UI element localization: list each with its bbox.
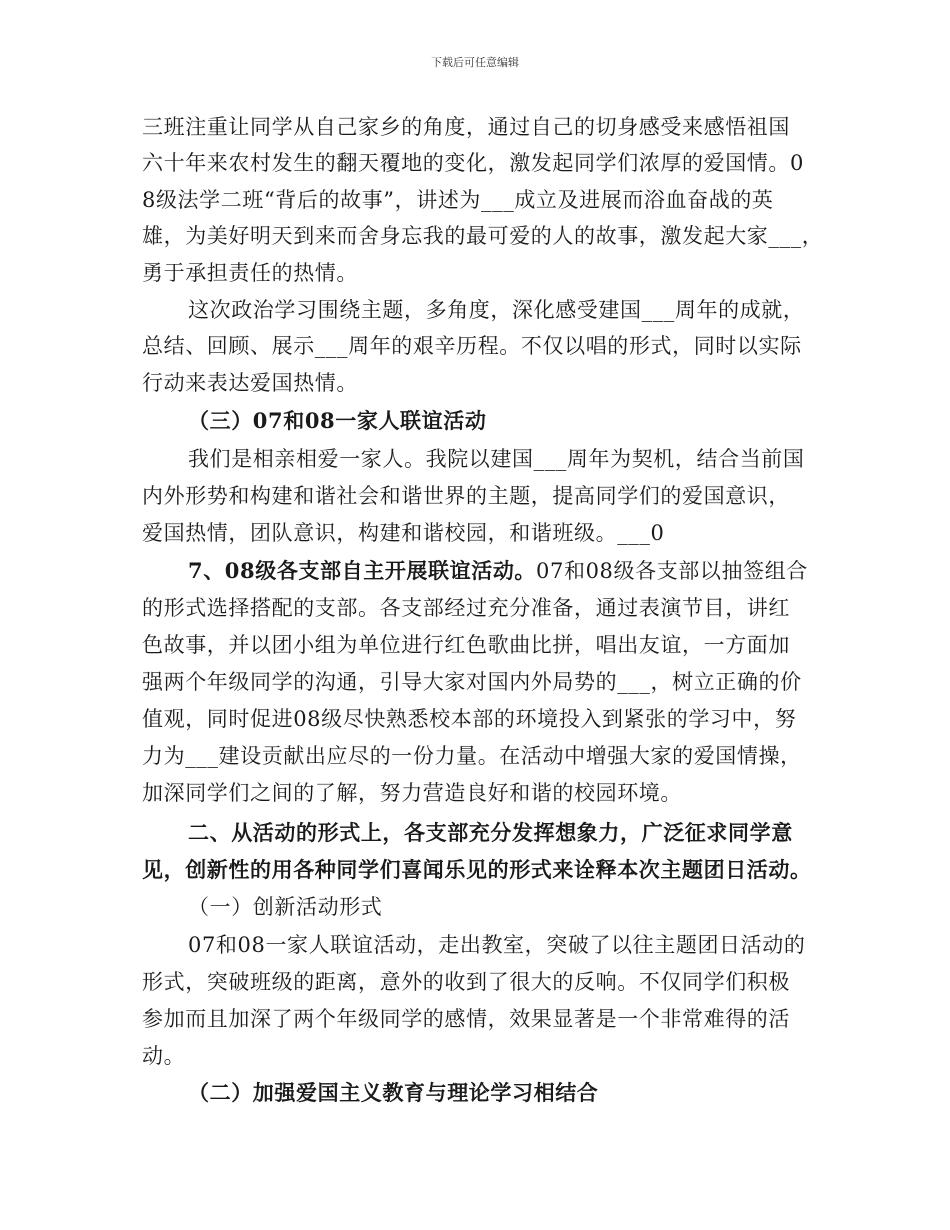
page-header: 下载后可任意编辑: [431, 56, 519, 69]
text-line: 的形式选择搭配的支部。各支部经过充分准备，通过表演节目，讲红: [142, 596, 790, 620]
text-line: 加深同学们之间的了解，努力营造良好和谐的校园环境。: [142, 781, 682, 805]
text-line: 值观，同时促进08级尽快熟悉校本部的环境投入到紧张的学习中，努: [142, 707, 797, 731]
text-line: 行动来表达爱国热情。: [142, 371, 358, 395]
text-line: 内外形势和构建和谐社会和谐世界的主题，提高同学们的爱国意识，: [142, 484, 790, 508]
text-line: 8级法学二班“背后的故事”，讲述为___成立及进展而浴血奋战的英: [142, 188, 774, 212]
text-continuation: 07和08级各支部以抽签组合: [536, 559, 808, 583]
text-line: 色故事，并以团小组为单位进行红色歌曲比拼，唱出友谊，一方面加: [142, 633, 790, 657]
bold-lead: 7、08级各支部自主开展联谊活动。: [188, 558, 537, 583]
text-line: 六十年来农村发生的翻天覆地的变化，激发起同学们浓厚的爱国情。0: [142, 151, 804, 175]
text-line: 我们是相亲相爱一家人。我院以建国___周年为契机，结合当前国: [188, 447, 805, 471]
text-line: 参加而且加深了两个年级同学的感情，效果显著是一个非常难得的活: [142, 1007, 790, 1031]
text-line: 雄，为美好明天到来而舍身忘我的最可爱的人的故事，激发起大家___，: [142, 224, 824, 248]
text-line: 形式，突破班级的距离，意外的收到了很大的反响。不仅同学们积极: [142, 970, 790, 994]
text-line: 力为___建设贡献出应尽的一份力量。在活动中增强大家的爱国情操，: [142, 744, 802, 768]
text-line: 07和08一家人联谊活动，走出教室，突破了以往主题团日活动的: [188, 933, 806, 957]
section-heading: （二）加强爱国主义教育与理论学习相结合: [188, 1080, 599, 1105]
text-line: 爱国热情，团队意识，构建和谐校园，和谐班级。___0: [142, 521, 665, 545]
subsection-heading: （一）创新活动形式: [188, 895, 383, 919]
section-heading: 见，创新性的用各种同学们喜闻乐见的形式来诠释本次主题团日活动。: [142, 857, 812, 882]
section-heading: （三）07和08一家人联谊活动: [188, 408, 487, 433]
text-line: 三班注重让同学从自己家乡的角度，通过自己的切身感受来感悟祖国: [142, 115, 790, 139]
text-line: 这次政治学习围绕主题，多角度，深化感受建国___周年的成就，: [188, 298, 805, 322]
text-line: [188, 556, 808, 586]
text-line: 勇于承担责任的热情。: [142, 261, 358, 285]
text-line: 强两个年级同学的沟通，引导大家对国内外局势的___，树立正确的价: [142, 670, 802, 694]
text-line: 动。: [142, 1044, 186, 1068]
section-heading: 二、从活动的形式上，各支部充分发挥想象力，广泛征求同学意: [188, 820, 793, 845]
text-line: 总结、回顾、展示___周年的艰辛历程。不仅以唱的形式，同时以实际: [142, 334, 802, 358]
